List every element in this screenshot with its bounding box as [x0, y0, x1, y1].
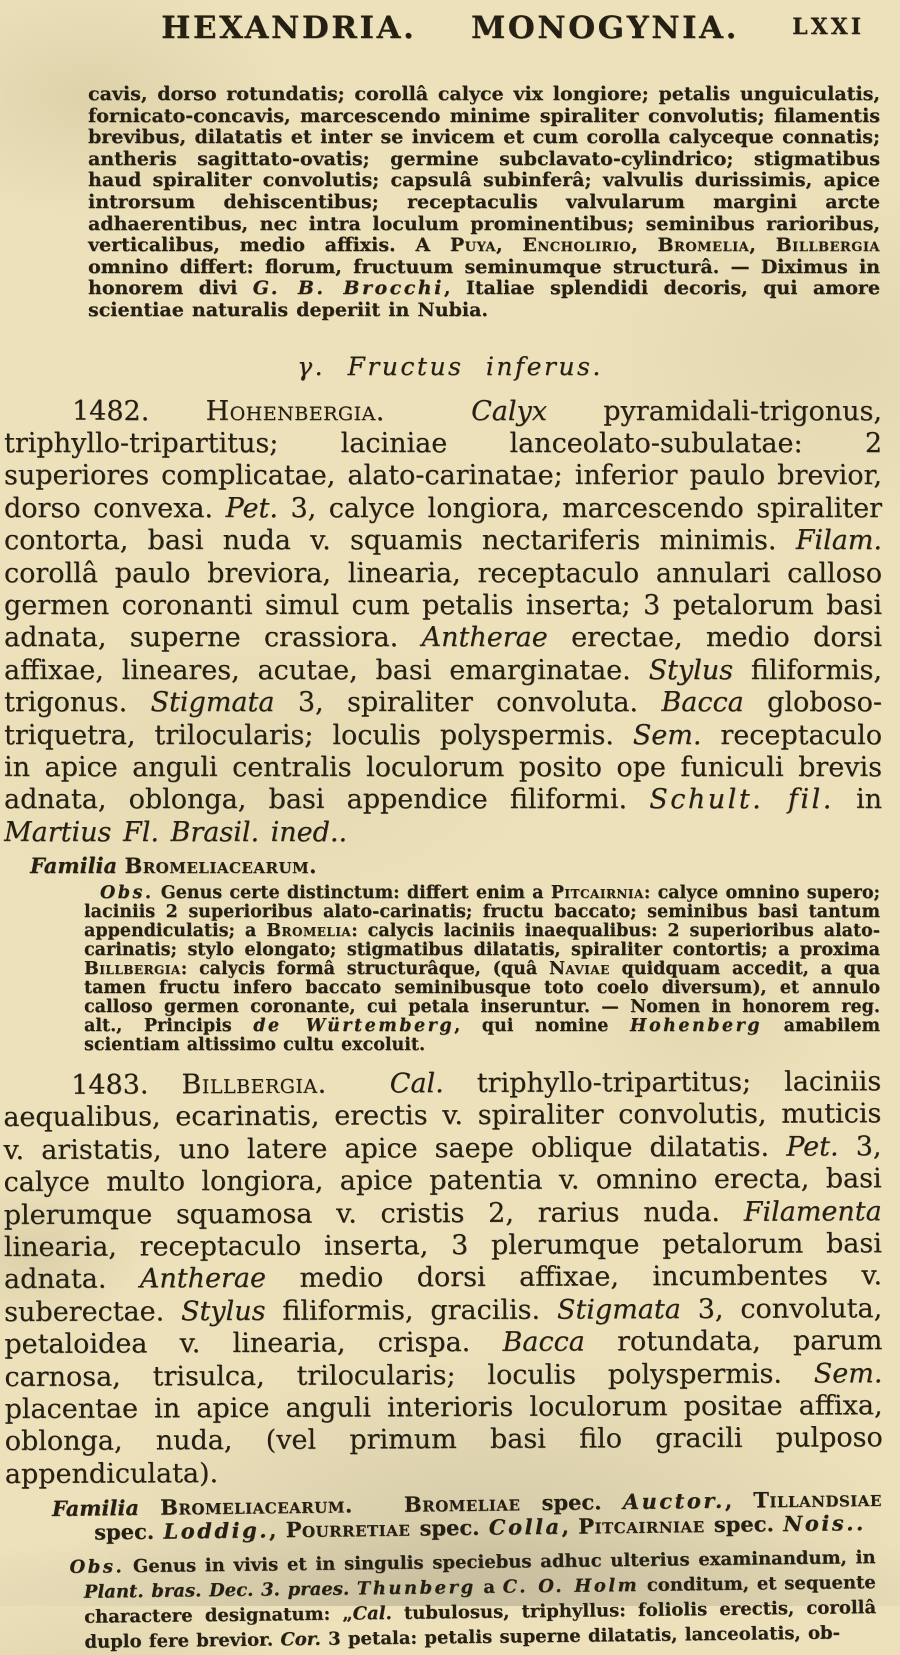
- section-heading-fructus-inferus: γ. Fructus inferus.: [297, 351, 603, 381]
- text-segment: rotundata, parum carnosa, trisulca, trilocularis; loculis polyspermis.: [4, 1325, 883, 1393]
- text-segment: Antherae: [139, 1263, 267, 1296]
- text-segment: globoso-triquetra, trilocularis; loculis polyspermis.: [4, 687, 883, 751]
- text-segment: omnino differt: florum, fructuum seminumque structurâ. — Diximus in honorem divi: [88, 255, 880, 300]
- text-segment: [327, 1069, 390, 1100]
- text-segment: Calyx: [471, 395, 548, 427]
- text-segment: amabilem scientiam altissimo cultu excoluit.: [84, 1016, 880, 1056]
- text-segment: ,: [749, 234, 776, 257]
- text-segment: 3, calyce multo longiora, apice patentia v. omnino erecta, basi plerumque squamosa v. cristis 2, rarius nuda.: [3, 1131, 882, 1231]
- text-segment: 3, convoluta, petaloidea v. linearia, crispa.: [4, 1293, 883, 1361]
- text-segment: Genus certe distinctum: differt enim a: [153, 883, 551, 904]
- text-segment: Pet.: [225, 492, 278, 524]
- text-segment: linearia, receptaculo inserta, 3 plerumque petalorum basi adnata.: [3, 1228, 882, 1296]
- text-segment: , Italiae splendidi decoris, qui amore scientiae naturalis deperiit in Nubia.: [88, 277, 881, 321]
- text-segment: spec.: [93, 1518, 164, 1544]
- text-segment: cavis, dorso rotundatis; corollâ calyce vix longiore; petalis unguiculatis, fornicato-concavis, marcescendo minime spiraliter convolutis; filamentis brevibus, dilatatis et inter se invicem et cum corolla calyceque connatis; antheris sagittato-ovatis; germine subclavato-cylindrico; stigmatibus haud spiraliter convolutis; capsulâ subinferâ; valvulis durissimis, apice introrsum dehiscentibus; receptaculis valvularum margini arcte adhaerentibus, nec intra loculum prominentibus; seminibus rarioribus, verticalibus, medio affixis. A: [88, 83, 880, 257]
- text-segment: Auctor.: [622, 1487, 725, 1514]
- text-segment: Cor.: [280, 1628, 321, 1650]
- text-segment: ,: [268, 1516, 286, 1542]
- text-segment: conditum, et sequente charactere designatum: „: [84, 1571, 876, 1628]
- text-segment: C. O. Holm: [502, 1574, 640, 1598]
- text-segment: spec.: [410, 1514, 489, 1541]
- text-segment: Bromeliacearum.: [160, 1491, 353, 1520]
- text-segment: Obs.: [69, 1555, 125, 1578]
- text-segment: Sem.: [632, 719, 702, 751]
- page-number: LXXI: [792, 14, 864, 40]
- text-segment: Stylus: [180, 1295, 266, 1328]
- text-segment: Bacca: [502, 1326, 585, 1359]
- text-segment: Filam.: [795, 525, 882, 557]
- text-segment: tubulosus, triphyllus: foliolis erectis, corollâ duplo fere brevior.: [84, 1596, 877, 1653]
- text-segment: Genus in vivis et in singulis speciebus adhuc ulterius examinandum, in: [124, 1546, 876, 1577]
- text-segment: Hohenberg: [629, 1016, 763, 1037]
- text-segment: Antherae: [421, 622, 548, 654]
- text-segment: 1483.: [71, 1069, 182, 1101]
- text-segment: Naviae: [548, 959, 610, 980]
- entry-1483-billbergia: [0, 1066, 900, 1654]
- text-segment: placentae in apice anguli interioris loculorum positae affixa, oblonga, nuda, (vel primum basi filo gracili pulposo appendiculata).: [4, 1390, 883, 1491]
- text-segment: Familia: [51, 1494, 161, 1521]
- text-segment: in: [833, 784, 882, 816]
- text-segment: Bromelia: [266, 921, 352, 942]
- text-segment: a: [475, 1576, 503, 1598]
- text-segment: Puya: [449, 234, 497, 257]
- text-segment: Nois..: [782, 1509, 866, 1536]
- text-segment: , qui nomine: [454, 1016, 630, 1037]
- text-segment: spec.: [704, 1510, 784, 1537]
- text-segment: de Würtemberg: [253, 1016, 455, 1037]
- text-segment: Pet.: [786, 1131, 839, 1163]
- text-segment: pyramidali-trigonus, triphyllo-tripartitus; laciniae lanceolato-subulatae: 2 superiores complicatae, alato-carinatae; inferior paulo brevior, dorso convexa.: [4, 395, 882, 524]
- text-segment: Sem.: [813, 1358, 883, 1390]
- text-segment: erectae, medio dorsi affixae, lineares, acutae, basi emarginatae.: [4, 622, 882, 686]
- entry-1482-observation: [84, 884, 880, 1055]
- text-segment: G. B. Brocchi: [252, 277, 444, 300]
- text-segment: Stylus: [648, 654, 734, 686]
- running-title: HEXANDRIA. MONOGYNIA.: [161, 10, 739, 46]
- text-segment: Stigmata: [150, 687, 275, 719]
- text-segment: filiformis, trigonus.: [4, 654, 882, 719]
- page-header: [0, 10, 900, 56]
- text-segment: Schult. fil.: [649, 784, 834, 816]
- text-segment: [353, 1491, 405, 1517]
- text-segment: [385, 396, 471, 427]
- entry-1483-familia-line: [52, 1486, 883, 1544]
- entry-1482-hohenbergia: [0, 396, 900, 1056]
- text-segment: Loddig.: [163, 1516, 270, 1544]
- text-segment: Cal.: [389, 1068, 444, 1100]
- text-segment: Colla: [488, 1513, 562, 1540]
- text-segment: Tillandsiae: [753, 1485, 882, 1512]
- text-segment: Bacca: [661, 687, 744, 719]
- text-segment: Billbergia.: [181, 1068, 327, 1101]
- text-segment: ,: [724, 1486, 754, 1513]
- text-segment: Bromelia: [657, 234, 750, 257]
- entry-1482-familia-line: [30, 854, 882, 878]
- text-segment: Bromeliae: [403, 1489, 521, 1517]
- text-segment: ,: [496, 234, 523, 257]
- text-segment: : calyce omnino supero; laciniis 2 superioribus alato-carinatis; fructu baccato; seminibus basi tantum appendiculatis; a: [84, 883, 881, 942]
- text-segment: Martius Fl. Brasil. ined..: [4, 816, 348, 848]
- text-segment: Familia: [30, 853, 125, 879]
- text-segment: Pitcairniae: [578, 1511, 705, 1539]
- text-segment: 3 petala: petalis superne dilatatis, lanceolatis, ob-: [320, 1621, 841, 1650]
- text-segment: filiformis, gracilis.: [265, 1294, 557, 1327]
- text-segment: spec.: [520, 1488, 623, 1515]
- entry-1483-observation: [61, 1545, 876, 1655]
- entry-1483-body: [3, 1066, 883, 1491]
- text-segment: Thunberg: [356, 1576, 476, 1599]
- text-segment: Pitcairnia: [550, 883, 644, 904]
- text-segment: Pourretiae: [285, 1515, 411, 1542]
- text-segment: quidquam accedit, a qua tamen fructu infero baccato seminibusque toto coelo diversum), et annulo calloso germen coronante, cui petala inseruntur. — Nomen in honorem reg. alt., Principis: [84, 959, 880, 1037]
- text-segment: 3, calyce longiora, marcescendo spiraliter contorta, basi nuda v. squamis nectariferis minimis.: [4, 492, 882, 557]
- text-segment: Obs.: [100, 883, 154, 904]
- text-segment: : calycis laciniis inaequalibus: 2 superioribus alato-carinatis; stylo elongato; stigmatibus dilatatis, spiraliter contortis; a proxima: [84, 921, 880, 961]
- text-segment: triphyllo-tripartitus; laciniis aequalibus, ecarinatis, erectis v. spiraliter convolutis, muticis v. aristatis, uno latere apice saepe oblique dilatatis.: [3, 1066, 882, 1167]
- text-segment: receptaculo in apice anguli centralis loculorum posito ope funiculi brevis adnata, oblonga, basi appendice filiformi.: [4, 719, 882, 816]
- text-segment: Filamenta: [743, 1196, 882, 1228]
- text-segment: Plant. bras. Dec. 3. praes.: [83, 1577, 357, 1603]
- text-segment: Billbergia: [84, 959, 181, 980]
- text-segment: Stigmata: [556, 1294, 681, 1326]
- genus-description-continuation-paragraph: [88, 84, 880, 322]
- text-segment: Billbergia: [775, 234, 880, 257]
- text-segment: corollâ paulo breviora, linearia, receptaculo annulari calloso germen coronanti simul cum petalis inserta; 3 petalorum basi adnata, superne crassiora.: [4, 557, 882, 654]
- entry-1482-body: [4, 396, 882, 850]
- text-segment: Cal.: [352, 1602, 392, 1624]
- text-segment: medio dorsi affixae, incumbentes v. suberectae.: [4, 1260, 883, 1329]
- text-segment: ,: [561, 1513, 579, 1539]
- text-segment: 1482.: [72, 395, 206, 427]
- text-segment: : calycis formâ structurâque, (quâ: [180, 959, 549, 980]
- text-segment: Hohenbergia.: [205, 395, 385, 427]
- text-segment: Encholirio: [522, 234, 632, 257]
- text-segment: Bromeliacearum.: [124, 853, 317, 879]
- text-segment: ,: [631, 234, 658, 257]
- text-segment: 3, spiraliter convoluta.: [274, 687, 662, 719]
